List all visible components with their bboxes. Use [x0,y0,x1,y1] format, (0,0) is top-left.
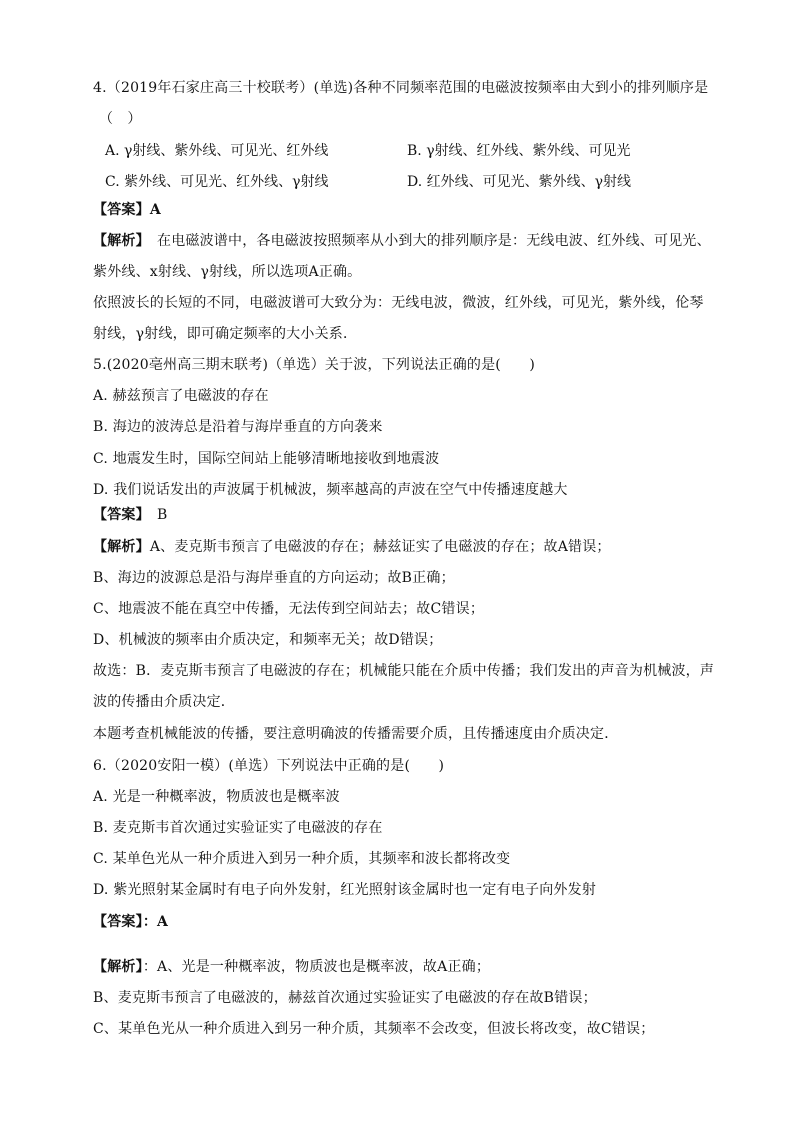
q6-answer-value: ：A [142,914,169,930]
q6-analysis-tag: 【解析】 [93,959,143,975]
q5-analysis-line6: 波的传播由介质决定． [93,694,235,710]
q5-analysis-tag: 【解析】 [93,539,150,555]
q4-analysis-tag: 【解析】 [93,233,143,249]
q5-option-d: D. 我们说话发出的声波属于机械波，频率越高的声波在空气中传播速度越大 [93,482,568,498]
q4-answer-value: A [149,202,161,218]
q4-answer-tag: 【答案】 [93,202,150,218]
q6-answer [93,912,168,932]
q4-answer [93,200,161,220]
q6-stem: 6.（2020安阳一模）(单选）下列说法中正确的是( ) [93,758,445,774]
q5-analysis-line5: 故选：B．麦克斯韦预言了电磁波的存在；机械能只能在介质中传播；我们发出的声音为机械波，声 [93,663,715,679]
q5-answer [93,505,168,525]
q5-analysis-line2: B、海边的波源总是沿与海岸垂直的方向运动；故B正确； [93,570,455,586]
q4-option-a: A. γ射线、紫外线、可见光、红外线 [105,143,329,159]
q6-option-b: B. 麦克斯韦首次通过实验证实了电磁波的存在 [93,820,383,836]
q6-analysis-line1 [93,957,490,977]
q4-stem-line1: 4.（2019年石家庄高三十校联考）(单选)各种不同频率范围的电磁波按频率由大到小的排列顺序是 [93,80,709,96]
q5-stem: 5.(2020亳州高三期末联考)（单选）关于波，下列说法正确的是( ) [93,357,536,373]
q6-option-d: D. 紫光照射某金属时有电子向外发射，红光照射该金属时也一定有电子向外发射 [93,882,597,898]
q5-analysis-line1 [93,537,611,557]
q4-analysis-line1 [93,231,711,251]
q5-analysis-text: A、麦克斯韦预言了电磁波的存在；赫兹证实了电磁波的存在；故A错误； [149,539,611,555]
q6-option-a: A. 光是一种概率波，物质波也是概率波 [93,789,340,805]
q6-answer-tag: 【答案】 [93,914,143,930]
q4-option-b: B. γ射线、红外线、紫外线、可见光 [407,143,631,159]
q4-option-d: D. 红外线、可见光、紫外线、γ射线 [407,174,631,190]
q4-option-c: C. 紫外线、可见光、红外线、γ射线 [105,174,329,190]
q5-option-a: A. 赫兹预言了电磁波的存在 [93,388,269,404]
q6-analysis-text: ：A、光是一种概率波，物质波也是概率波，故A正确； [142,959,491,975]
q5-analysis-line4: D、机械波的频率由介质决定，和频率无关；故D错误； [93,632,443,648]
q6-analysis-line2: B、麦克斯韦预言了电磁波的，赫兹首次通过实验证实了电磁波的存在故B错误； [93,990,597,1006]
q6-option-c: C. 某单色光从一种介质进入到另一种介质，其频率和波长都将改变 [93,851,511,867]
q5-answer-value: B [142,507,168,523]
q5-analysis-line3: C、地震波不能在真空中传播，无法传到空间站去；故C错误； [93,601,485,617]
q6-analysis-line3: C、某单色光从一种介质进入到另一种介质，其频率不会改变，但波长将改变，故C错误； [93,1021,655,1037]
q4-analysis-text: 在电磁波谱中，各电磁波按照频率从小到大的排列顺序是：无线电波、红外线、可见光、 [142,233,711,249]
q5-analysis-line7: 本题考查机械能波的传播，要注意明确波的传播需要介质，且传播速度由介质决定． [93,726,619,742]
q5-answer-tag: 【答案】 [93,507,143,523]
q5-option-c: C. 地震发生时，国际空间站上能够清晰地接收到地震波 [93,451,440,467]
q4-stem-line2: （ ） [99,111,142,127]
q4-analysis-line3: 依照波长的长短的不同，电磁波谱可大致分为：无线电波，微波，红外线，可见光，紫外线，伦琴 [93,295,704,311]
q4-analysis-line4: 射线，γ射线，即可确定频率的大小关系． [93,326,358,342]
q4-analysis-line2: 紫外线、x射线、γ射线，所以选项A正确。 [93,264,362,280]
q5-option-b: B. 海边的波涛总是沿着与海岸垂直的方向袭来 [93,419,383,435]
